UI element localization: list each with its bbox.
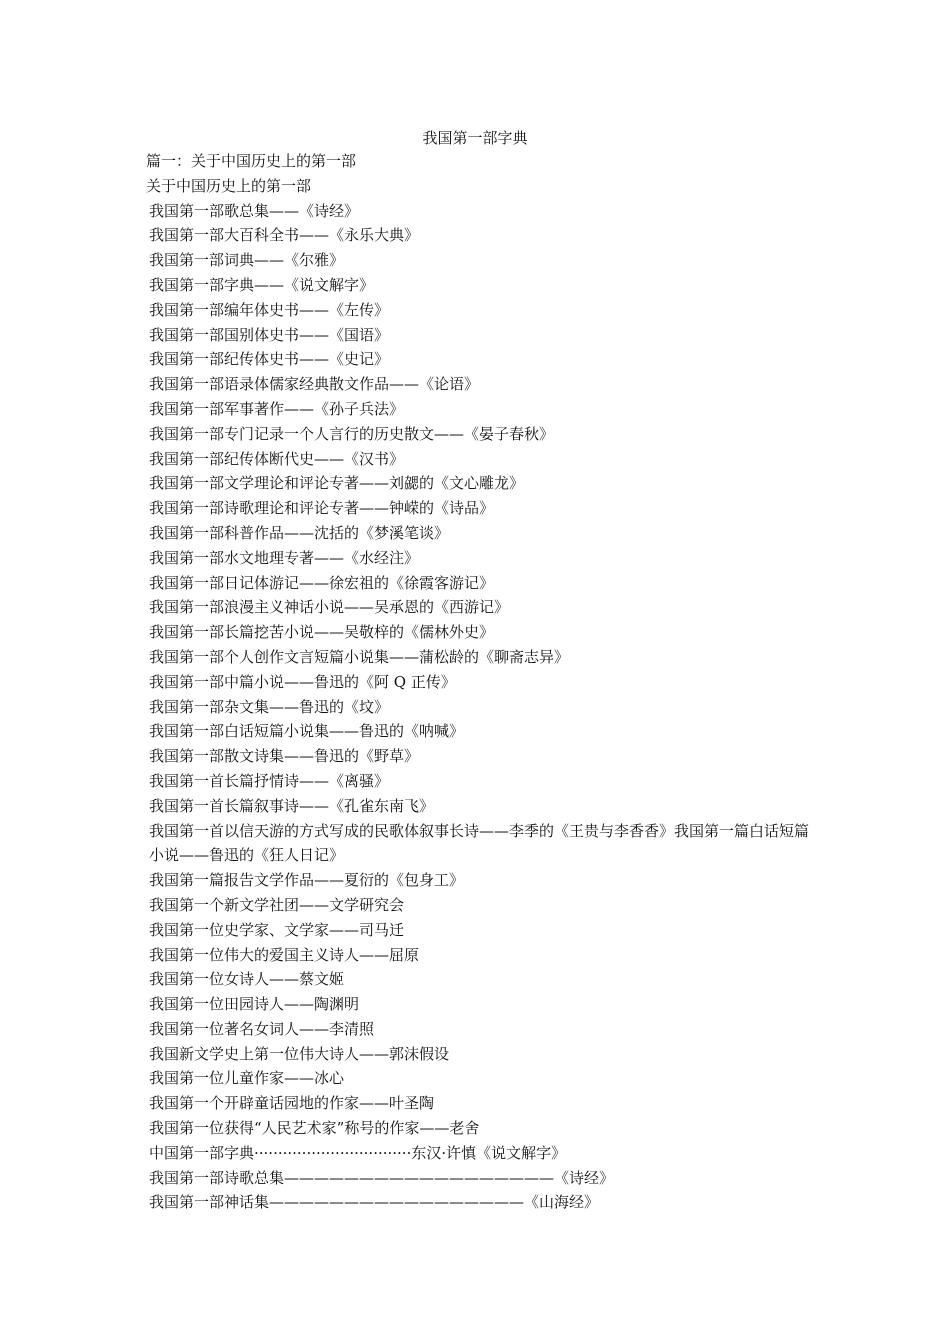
list-item: 我国第一位获得“人民艺术家”称号的作家——老舍 [149, 1119, 480, 1138]
list-item: 我国第一部杂文集——鲁迅的《坟》 [149, 697, 390, 716]
list-item: 我国第一部诗歌总集——————————————————《诗经》 [149, 1168, 615, 1187]
list-item: 我国第一位史学家、文学家——司马迁 [149, 920, 405, 939]
list-item: 我国第一部字典——《说文解字》 [149, 275, 375, 294]
list-item: 我国第一位伟大的爱国主义诗人——屈原 [149, 945, 420, 964]
list-item: 我国第一部白话短篇小说集——鲁迅的《呐喊》 [149, 722, 465, 741]
list-item: 我国第一部水文地理专著——《水经注》 [149, 548, 420, 567]
list-item: 我国第一部语录体儒家经典散文作品——《论语》 [149, 375, 480, 394]
list-item: 我国第一部大百科全书——《永乐大典》 [149, 226, 420, 245]
list-item: 我国第一部日记体游记——徐宏祖的《徐霞客游记》 [149, 573, 495, 592]
list-item-wrapped: 我国第一首以信天游的方式写成的民歌体叙事长诗——李季的《王贵与李香香》我国第一篇白话短篇小说——鲁迅的《狂人日记》 [149, 821, 810, 865]
list-item: 我国第一部纪传体断代史——《汉书》 [149, 449, 405, 468]
list-item: 我国第一位儿童作家——冰心 [149, 1069, 345, 1088]
list-item: 我国第一部歌总集——《诗经》 [149, 201, 360, 220]
list-item: 我国第一部词典——《尔雅》 [149, 251, 345, 270]
list-item: 我国第一篇报告文学作品——夏衍的《包身工》 [149, 871, 465, 890]
list-item: 我国第一部长篇挖苦小说——吴敬梓的《儒林外史》 [149, 623, 495, 642]
list-item: 我国第一部散文诗集——鲁迅的《野草》 [149, 747, 420, 766]
list-item: 我国第一位著名女词人——李清照 [149, 1019, 375, 1038]
list-item: 我国新文学史上第一位伟大诗人——郭沫假设 [149, 1044, 450, 1063]
list-item: 我国第一部编年体史书——《左传》 [149, 300, 390, 319]
list-item: 我国第一部浪漫主义神话小说——吴承恩的《西游记》 [149, 598, 510, 617]
section-heading: 篇一：关于中国历史上的第一部 [146, 152, 357, 170]
list-item: 我国第一部专门记录一个人言行的历史散文——《晏子春秋》 [149, 424, 555, 443]
list-item: 我国第一部军事著作——《孙子兵法》 [149, 399, 405, 418]
section-subheading: 关于中国历史上的第一部 [146, 176, 312, 195]
list-item: 我国第一首长篇叙事诗——《孔雀东南飞》 [149, 796, 435, 815]
list-item: 我国第一个新文学社团——文学研究会 [149, 895, 405, 914]
list-item: 我国第一部科普作品——沈括的《梦溪笔谈》 [149, 523, 450, 542]
list-item: 我国第一部纪传体史书——《史记》 [149, 350, 390, 369]
list-item: 我国第一部诗歌理论和评论专著——钟嵘的《诗品》 [149, 499, 495, 518]
list-item: 我国第一部国别体史书——《国语》 [149, 325, 390, 344]
list-item: 我国第一首长篇抒情诗——《离骚》 [149, 771, 390, 790]
list-item: 我国第一位田园诗人——陶渊明 [149, 995, 360, 1014]
document-title: 我国第一部字典 [422, 129, 528, 147]
list-item: 我国第一个开辟童话园地的作家——叶圣陶 [149, 1094, 435, 1113]
list-item: 我国第一部文学理论和评论专著——刘勰的《文心雕龙》 [149, 474, 525, 493]
list-item: 我国第一部神话集—————————————————《山海经》 [149, 1193, 600, 1212]
list-item: 我国第一位女诗人——蔡文姬 [149, 970, 345, 989]
list-item: 中国第一部字典·································东汉·许慎《说文解字》 [149, 1143, 567, 1162]
list-item: 我国第一部中篇小说——鲁迅的《阿 Q 正传》 [149, 672, 456, 691]
document-body [146, 149, 812, 1215]
list-item: 我国第一部个人创作文言短篇小说集——蒲松龄的《聊斋志异》 [149, 647, 570, 666]
